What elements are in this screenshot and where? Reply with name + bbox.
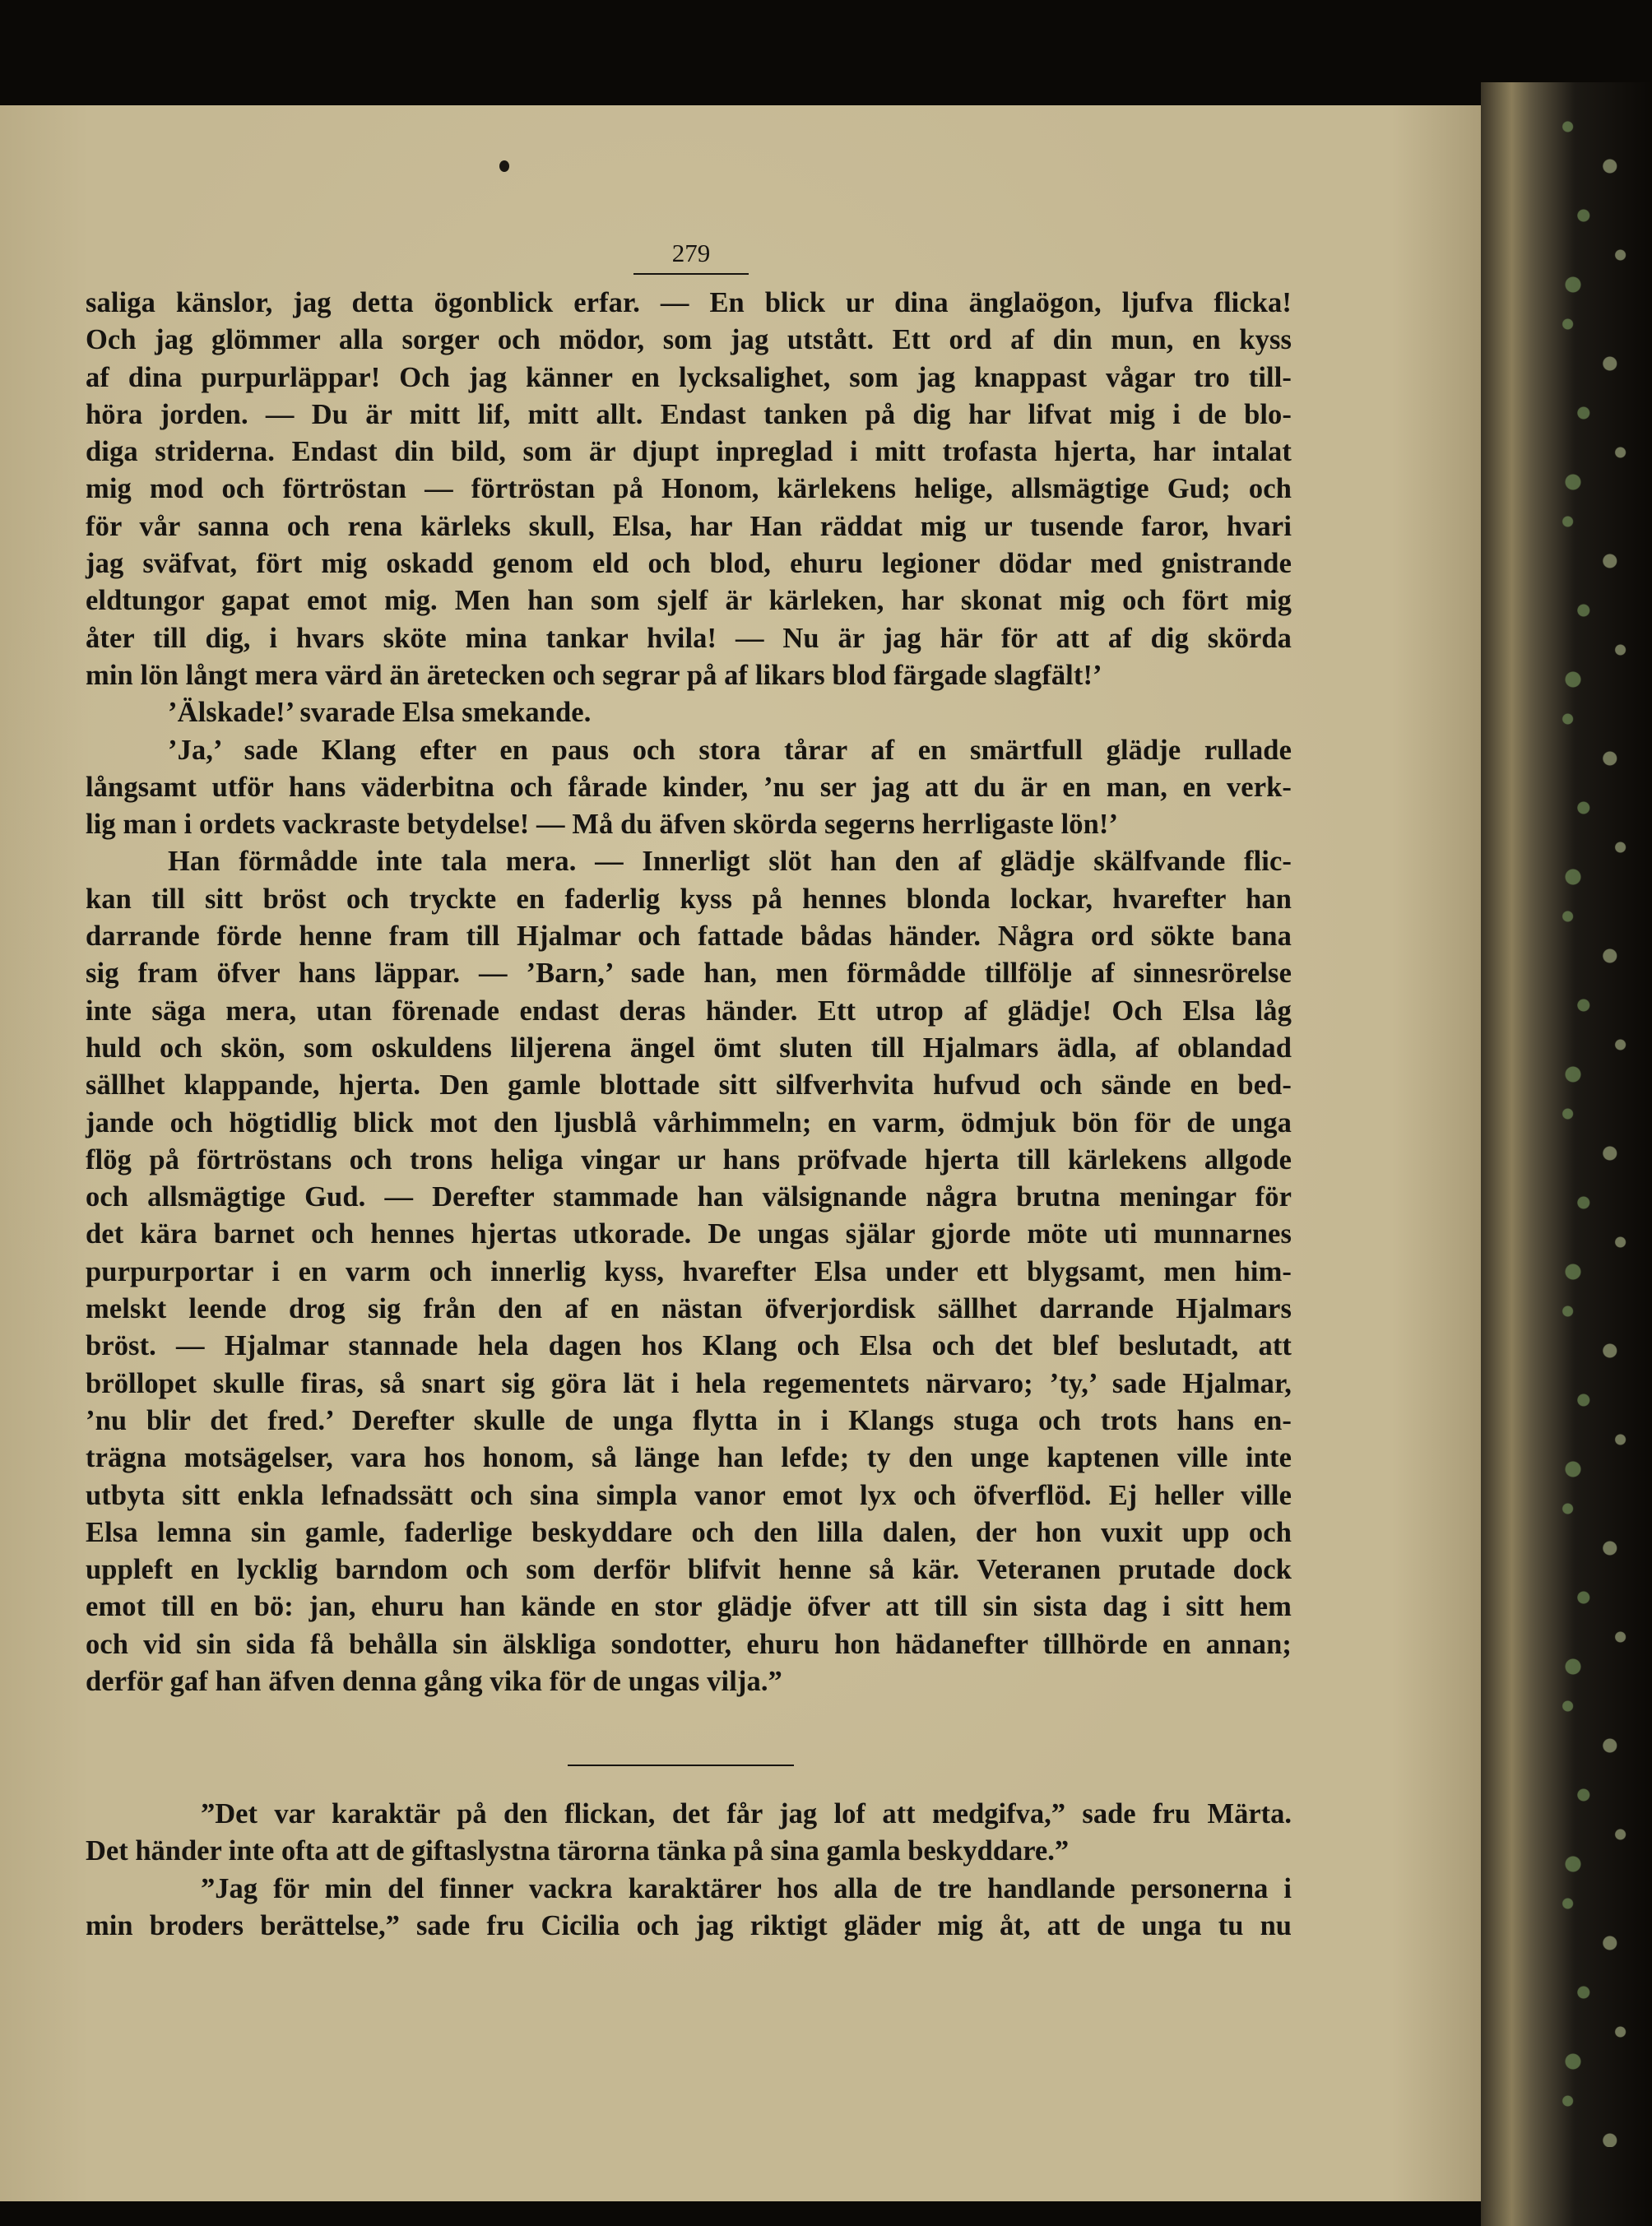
text-line: trägna motsägelser, vara hos honom, så länge han lefde; ty den unge kaptenen ville inte <box>86 1442 1292 1474</box>
body-text-block <box>86 285 1292 1700</box>
text-line: min broders berättelse,” sade fru Cicilia och jag riktigt gläder mig åt, att de unga tu nu <box>86 1909 1292 1941</box>
text-line: sig fram öfver hans läppar. — ’Barn,’ sade han, men förmådde tillfölje af sinnesrörelse <box>86 958 1292 990</box>
text-line: min lön långt mera värd än äretecken och segrar på af likars blod färgade slagfält!’ <box>86 659 1102 691</box>
page-number: 279 <box>671 239 711 267</box>
text-line: bröst. — Hjalmar stannade hela dagen hos Klang och Elsa och det blef beslutadt, att <box>86 1330 1292 1362</box>
text-line: jag sväfvat, fört mig oskadd genom eld och blod, ehuru legioner dödar med gnistrande <box>86 548 1292 580</box>
text-line: saliga känslor, jag detta ögonblick erfar. — En blick ur dina änglaögon, ljufva flicka! <box>86 287 1292 318</box>
section-separator-rule <box>568 1765 794 1766</box>
text-line: och allsmägtige Gud. — Derefter stammade han välsignande några brutna meningar för <box>86 1181 1292 1213</box>
text-line: långsamt utför hans väderbitna och fårade kinder, ’nu ser jag att du är en man, en verk- <box>86 771 1292 803</box>
text-line: ’nu blir det fred.’ Derefter skulle de unga flytta in i Klangs stuga och trots hans en- <box>86 1404 1292 1436</box>
text-line: lig man i ordets vackraste betydelse! — Må du äfven skörda segerns herrligaste lön!’ <box>86 809 1119 841</box>
text-line: sällhet klappande, hjerta. Den gamle blottade sitt silfverhvita hufvud och sände en bed- <box>86 1069 1292 1101</box>
text-line: huld och skön, som oskuldens liljerena ängel ömt sluten till Hjalmars ädla, af oblandad <box>86 1032 1292 1064</box>
text-line: purpurportar i en varm och innerlig kyss, hvarefter Elsa under ett blygsamt, men him- <box>86 1255 1292 1287</box>
text-line: utbyta sitt enkla lefnadssätt och sina simpla vanor emot lyx och öfverflöd. Ej heller ville <box>86 1479 1292 1511</box>
text-line: af dina purpurläppar! Och jag känner en lycksalighet, som jag knappast vågar tro till- <box>86 361 1292 393</box>
text-line: darrande förde henne fram till Hjalmar och fattade bådas händer. Några ord sökte bana <box>86 921 1292 953</box>
text-line: ”Jag för min del finner vackra karaktärer hos alla de tre handlande personerna i <box>201 1872 1292 1904</box>
text-line: eldtungor gapat emot mig. Men han som sjelf är kärleken, har skonat mig och fört mig <box>86 585 1292 617</box>
text-line: ”Det var karaktär på den flickan, det får jag lof att medgifva,” sade fru Märta. <box>201 1798 1292 1829</box>
page-number-underline <box>633 273 749 275</box>
text-line: mig mod och förtröstan — förtröstan på Honom, kärlekens helige, allsmägtige Gud; och <box>86 473 1292 505</box>
text-line: det kära barnet och hennes hjertas utkorade. De ungas själar gjorde möte uti munnarnes <box>86 1218 1292 1250</box>
text-line: Elsa lemna sin gamle, faderlige beskyddare och den lilla dalen, der hon vuxit upp och <box>86 1516 1292 1548</box>
text-line: åter till dig, i hvars sköte mina tankar hvila! — Nu är jag här för att af dig skörda <box>86 622 1292 654</box>
ink-spot <box>499 160 509 172</box>
binding-marbled-pattern <box>1547 107 1652 2147</box>
text-line: uppleft en lycklig barndom och som derför blifvit henne så kär. Veteranen prutade dock <box>86 1554 1292 1586</box>
text-line: för vår sanna och rena kärleks skull, Elsa, har Han räddat mig ur tusende faror, hvari <box>86 510 1292 542</box>
text-line: höra jorden. — Du är mitt lif, mitt allt. Endast tanken på dig har lifvat mig i de blo- <box>86 398 1292 430</box>
text-line: jande och högtidlig blick mot den ljusblå vårhimmeln; en varm, ödmjuk bön för de unga <box>86 1106 1292 1139</box>
text-line: bröllopet skulle firas, så snart sig göra lät i hela regementets närvaro; ’ty,’ sade Hjalmar, <box>86 1367 1292 1399</box>
text-line: melskt leende drog sig från den af en nästan öfverjordisk sällhet darrande Hjalmars <box>86 1293 1292 1325</box>
closing-text-block <box>86 1796 1292 1945</box>
text-line: Det händer inte ofta att de giftaslystna tärorna tänka på sina gamla beskyddare.” <box>86 1835 1070 1867</box>
text-line: derför gaf han äfven denna gång vika för de ungas vilja.” <box>86 1665 782 1697</box>
text-line: diga striderna. Endast din bild, som är djupt inpreglad i mitt trofasta hjerta, har intalat <box>86 436 1292 468</box>
text-line: Han förmådde inte tala mera. — Innerligt slöt han den af glädje skälfvande flic- <box>168 846 1292 878</box>
text-line: emot till en bö: jan, ehuru han kände en stor glädje öfver att till sin sista dag i sitt hem <box>86 1591 1292 1623</box>
text-line: och vid sin sida få behålla sin älskliga sondotter, ehuru hon hädanefter tillhörde en annan; <box>86 1628 1292 1660</box>
text-line: kan till sitt bröst och tryckte en faderlig kyss på hennes blonda lockar, hvarefter han <box>86 883 1292 915</box>
text-line: flög på förtröstans och trons heliga vingar ur hans pröfvade hjerta till kärlekens allgode <box>86 1143 1292 1176</box>
text-line: Och jag glömmer alla sorger och mödor, som jag utstått. Ett ord af din mun, en kyss <box>86 324 1292 356</box>
text-line: inte säga mera, utan förenade endast deras händer. Ett utrop af glädje! Och Elsa låg <box>86 995 1292 1027</box>
text-line: ’Älskade!’ svarade Elsa smekande. <box>168 697 592 729</box>
text-line: ’Ja,’ sade Klang efter en paus och stora tårar af en smärtfull glädje rullade <box>168 734 1292 766</box>
